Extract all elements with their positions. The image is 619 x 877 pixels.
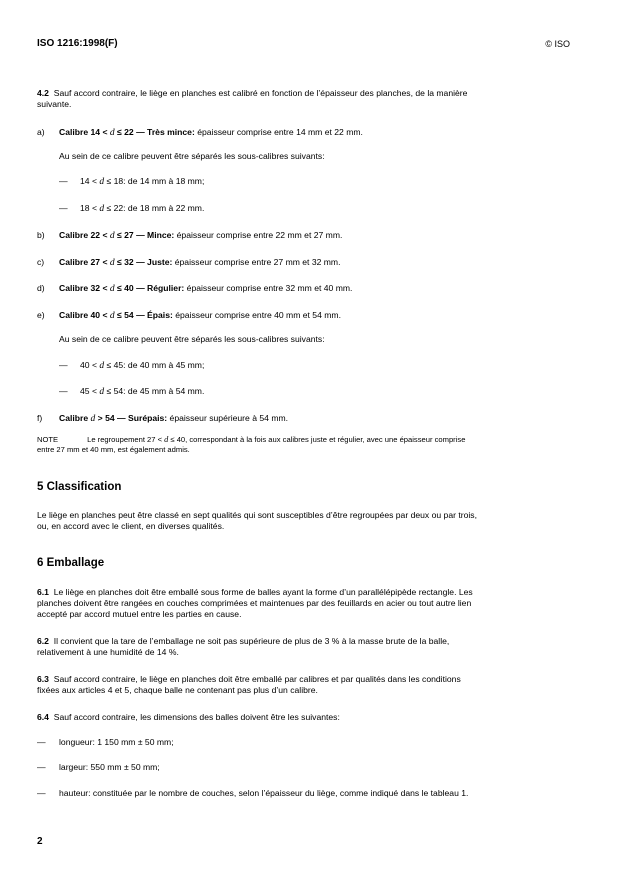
calibre-title: ≤ 27 — Mince: [114,230,175,240]
subcal-text: ≤ 18: de 14 mm à 18 mm; [104,176,205,186]
clause-6-2-line-1 [37,636,570,647]
variable-d: d [99,361,105,371]
note-text: ≤ 40, correspondant à la fois aux calibres juste et régulier, avec une épaisseur comprise [168,435,466,444]
subcal-a-1 [80,176,204,188]
copyright-notice: © ISO [545,39,570,49]
clause-4-2-line-2: suivante. [37,99,72,109]
dash-bullet: — [59,203,68,213]
subcal-a-2 [80,203,204,215]
subcal-text: 40 < [80,360,100,370]
calibre-title: Calibre 14 < [59,127,110,137]
subcal-e-1 [80,360,204,372]
clause-text: Le liège en planches doit être emballé sous forme de balles ayant la forme d’un parallélépipède rectangle. Les [53,587,473,597]
calibre-title: ≤ 22 — Très mince: [114,127,195,137]
calibre-title: Calibre 22 < [59,230,110,240]
dash-bullet: — [59,360,68,370]
variable-d: d [109,311,115,321]
clause-text: Sauf accord contraire, le liège en planches doit être emballé par calibres et par qualités dans les conditions [53,674,461,684]
classification-line-1: Le liège en planches peut être classé en sept qualités qui sont susceptibles d’être regroupées par deux ou par trois, [37,510,477,520]
subcal-text: ≤ 22: de 18 mm à 22 mm. [104,203,205,213]
dimension-height: hauteur: constituée par le nombre de couches, selon l’épaisseur du liège, comme indiqué dans le tableau 1. [59,788,469,798]
calibre-description: épaisseur comprise entre 40 mm et 54 mm. [172,310,341,320]
variable-d: d [99,387,105,397]
clause-text: Sauf accord contraire, le liège en planches est calibré en fonction de l’épaisseur des planches, de la manière [53,88,468,98]
clause-6-1-line-2: planches doivent être rangées en couches comprimées et maintenues par des feuillards en acier ou tout autre lien [37,598,472,608]
calibre-a [59,127,363,139]
calibre-c [59,257,340,269]
note-line-1 [37,435,570,444]
clause-6-2-line-2: relativement à une humidité de 14 %. [37,647,179,657]
dash-bullet: — [37,737,46,747]
variable-d: d [164,435,169,444]
subcal-text: 45 < [80,386,100,396]
calibre-title: ≤ 40 — Régulier: [114,283,185,293]
classification-line-2: ou, en accord avec le client, en diverses qualités. [37,521,225,531]
list-label-f: f) [37,413,43,423]
page-number: 2 [37,836,43,847]
calibre-title: Calibre 32 < [59,283,110,293]
clause-6-1-line-3: accepté par accord mutuel entre les parties en cause. [37,609,242,619]
calibre-title: Calibre [59,413,91,423]
calibre-description: épaisseur comprise entre 27 mm et 32 mm. [172,257,341,267]
clause-6-1-line-1 [37,587,570,598]
dash-bullet: — [37,788,46,798]
subcal-intro-e: Au sein de ce calibre peuvent être séparés les sous-calibres suivants: [59,334,325,344]
note-line-2: entre 27 mm et 40 mm, est également admis. [37,445,190,454]
calibre-e [59,310,341,322]
clause-6-4-line-1 [37,712,570,723]
calibre-title: ≤ 32 — Juste: [114,257,173,267]
clause-number: 6.1 [37,587,49,597]
note-label: NOTE [37,435,59,444]
list-label-a: a) [37,127,45,137]
variable-d: d [109,231,115,241]
list-label-e: e) [37,310,45,320]
clause-6-3-line-2: fixées aux articles 4 et 5, chaque balle ne contenant pas plus d’un calibre. [37,685,318,695]
calibre-title: ≤ 54 — Épais: [114,310,173,320]
subcal-text: 18 < [80,203,100,213]
clause-6-3-line-1 [37,674,570,685]
calibre-title: Calibre 40 < [59,310,110,320]
dash-bullet: — [59,176,68,186]
subcal-text: ≤ 45: de 40 mm à 45 mm; [104,360,205,370]
calibre-title: Calibre 27 < [59,257,110,267]
calibre-d [59,283,352,295]
calibre-b [59,230,342,242]
note-text: Le regroupement 27 < [87,435,165,444]
calibre-description: épaisseur comprise entre 14 mm et 22 mm. [194,127,363,137]
variable-d: d [99,177,105,187]
clause-number: 6.3 [37,674,49,684]
subcal-e-2 [80,386,204,398]
calibre-description: épaisseur comprise entre 22 mm et 27 mm. [174,230,343,240]
list-label-d: d) [37,283,45,293]
calibre-description: épaisseur supérieure à 54 mm. [167,413,289,423]
clause-text: Sauf accord contraire, les dimensions des balles doivent être les suivantes: [53,712,340,722]
variable-d: d [109,128,115,138]
clause-number: 6.4 [37,712,49,722]
calibre-f [59,413,288,425]
subcal-text: ≤ 54: de 45 mm à 54 mm. [104,386,205,396]
dimension-width: largeur: 550 mm ± 50 mm; [59,762,160,772]
clause-number: 6.2 [37,636,49,646]
variable-d: d [109,284,115,294]
variable-d: d [109,258,115,268]
calibre-title: > 54 — Surépais: [95,413,168,423]
dimension-length: longueur: 1 150 mm ± 50 mm; [59,737,174,747]
clause-number: 4.2 [37,88,49,98]
clause-4-2-line-1 [37,88,570,99]
variable-d: d [99,204,105,214]
calibre-description: épaisseur comprise entre 32 mm et 40 mm. [184,283,353,293]
list-label-c: c) [37,257,45,267]
clause-text: Il convient que la tare de l’emballage ne soit pas supérieure de plus de 3 % à la masse brute de la balle, [53,636,450,646]
heading-emballage: 6 Emballage [37,557,105,569]
dash-bullet: — [37,762,46,772]
standard-reference: ISO 1216:1998(F) [37,38,118,49]
heading-classification: 5 Classification [37,481,122,493]
dash-bullet: — [59,386,68,396]
variable-d: d [90,414,96,424]
subcal-text: 14 < [80,176,100,186]
subcal-intro-a: Au sein de ce calibre peuvent être séparés les sous-calibres suivants: [59,151,325,161]
list-label-b: b) [37,230,45,240]
